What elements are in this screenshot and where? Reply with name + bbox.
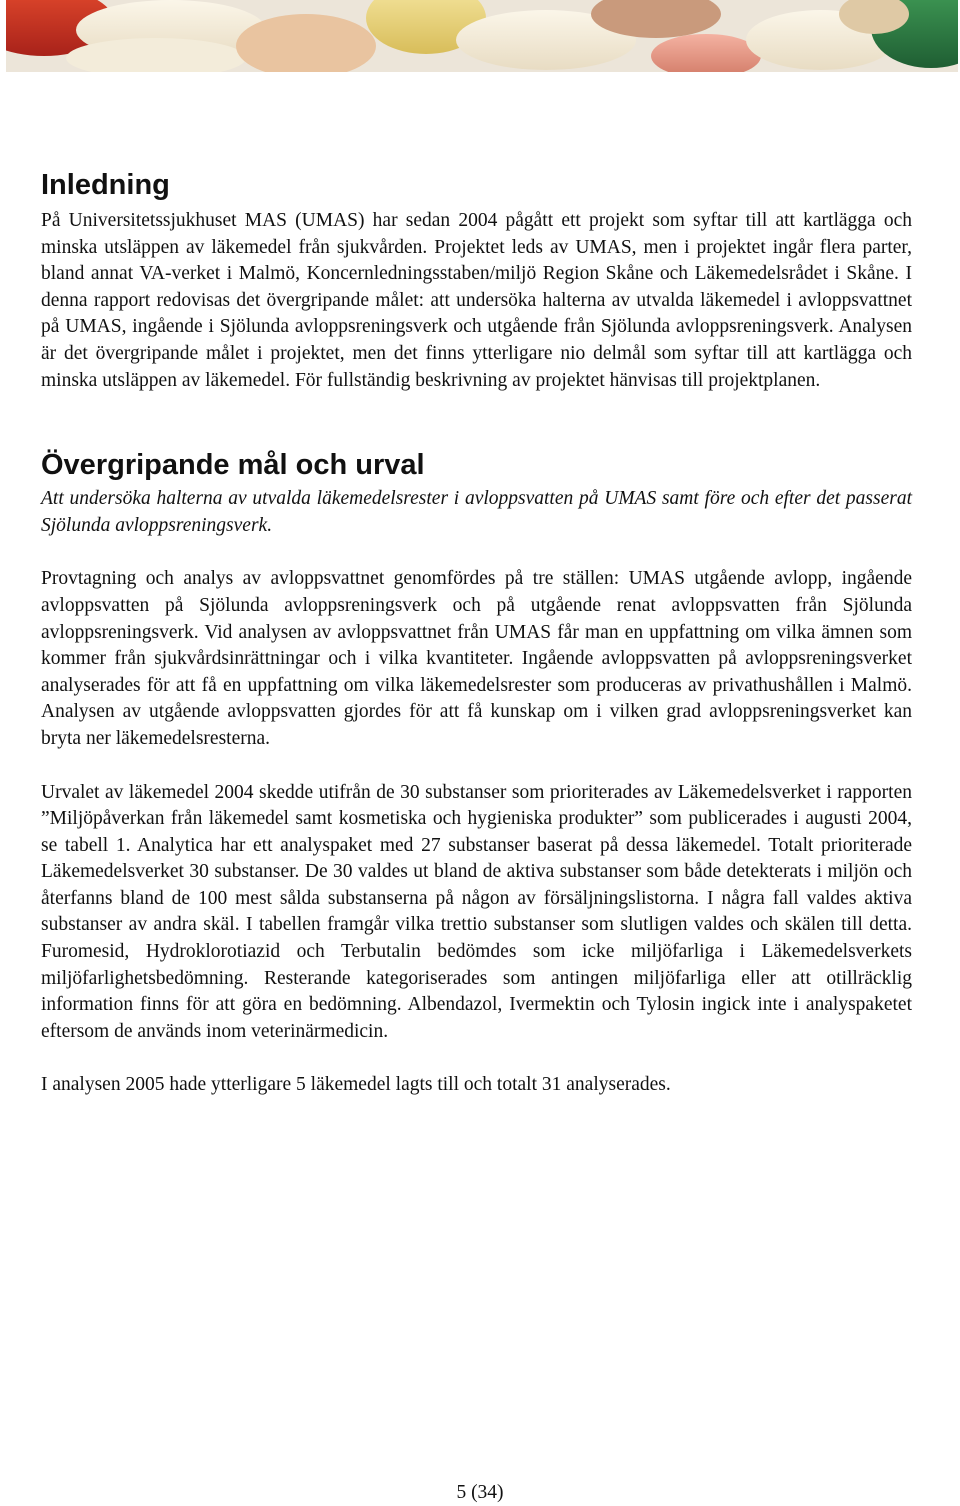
page-number: 5 (34) (456, 1482, 504, 1503)
selection-paragraph: Urvalet av läkemedel 2004 skedde utifrån de 30 substanser som prioriterades av Läkemedelsverket i rapporten ”Miljöpåverkan från läkemedel samt kosmetiska och hygieniska produkter” som publicerades i augusti 2004, se tabell 1. Analytica har ett analyspaket med 27 substanser baserat på dessa läkemedel. Totalt prioriterade Läkemedelsverket 30 substanser. De 30 valdes ut bland de aktiva substanser som både detekterats i miljön och återfanns bland de 100 mest sålda substanserna på någon av försäljningslistorna. I några fall valdes aktiva substanser av andra skäl. I tabellen framgår vilka trettio substanser som slutligen valdes och skälen till detta. Furomesid, Hydroklorotiazid och Terbutalin bedömdes som icke miljöfarliga i Läkemedelsverkets miljöfarlighetsbedömning. Resterande kategoriserades som antingen miljöfarliga eller att otillräcklig information finns för att göra en bedömning. Albendazol, Ivermektin och Tylosin ingick inte i analyspaketet eftersom de används inom veterinärmedicin. (41, 781, 912, 1042)
document-body (41, 166, 912, 1099)
final-paragraph: I analysen 2005 hade ytterligare 5 läkemedel lagts till och totalt 31 analyserades. (41, 1074, 671, 1096)
header-banner-image (6, 0, 958, 72)
intro-heading: Inledning (41, 169, 170, 201)
sampling-paragraph: Provtagning och analys av avloppsvattnet genomfördes på tre ställen: UMAS utgående avlopp, ingående avloppsvatten på Sjölunda avloppsreningsverk och på utgående renat avloppsvatten från Sjölunda avloppsreningsverk. Vid analysen av avloppsvattnet från UMAS får man en uppfattning om vilka ämnen som kommer från sjukvårdsinrättningar och i vilka kvantiteter. Ingående avloppsvatten på avloppsreningsverket analyserades för att få en uppfattning om vilka läkemedelsrester som produceras av privathushållen i Malmö. Analysen av utgående avloppsvatten gjordes för att få kunskap om i vilken grad avloppsreningsverket kan bryta ner läkemedelsresterna. (41, 568, 912, 749)
intro-paragraph: På Universitetssjukhuset MAS (UMAS) har sedan 2004 pågått ett projekt som syftar till att kartlägga och minska utsläppen av läkemedel från sjukvården. Projektet leds av UMAS, men i projektet ingår flera parter, bland annat VA-verket i Malmö, Koncernledningsstaben/miljö Region Skåne och Läkemedelsrådet i Skåne. I denna rapport redovisas det övergripande målet: att undersöka halterna av utvalda läkemedel i avloppsvattnet på UMAS, ingående i Sjölunda avloppsreningsverk och utgående från Sjölunda avloppsreningsverk. Analysen är det övergripande målet i projektet, men det finns ytterligare nio delmål som syftar till att kartlägga och minska utsläppen av läkemedel. För fullständig beskrivning av projektet hänvisas till projektplanen. (41, 210, 912, 391)
goal-heading: Övergripande mål och urval (41, 449, 425, 482)
goal-statement: Att undersöka halterna av utvalda läkemedelsrester i avloppsvatten på UMAS samt före och efter det passerat Sjölunda avloppsreningsverk. (41, 488, 912, 536)
